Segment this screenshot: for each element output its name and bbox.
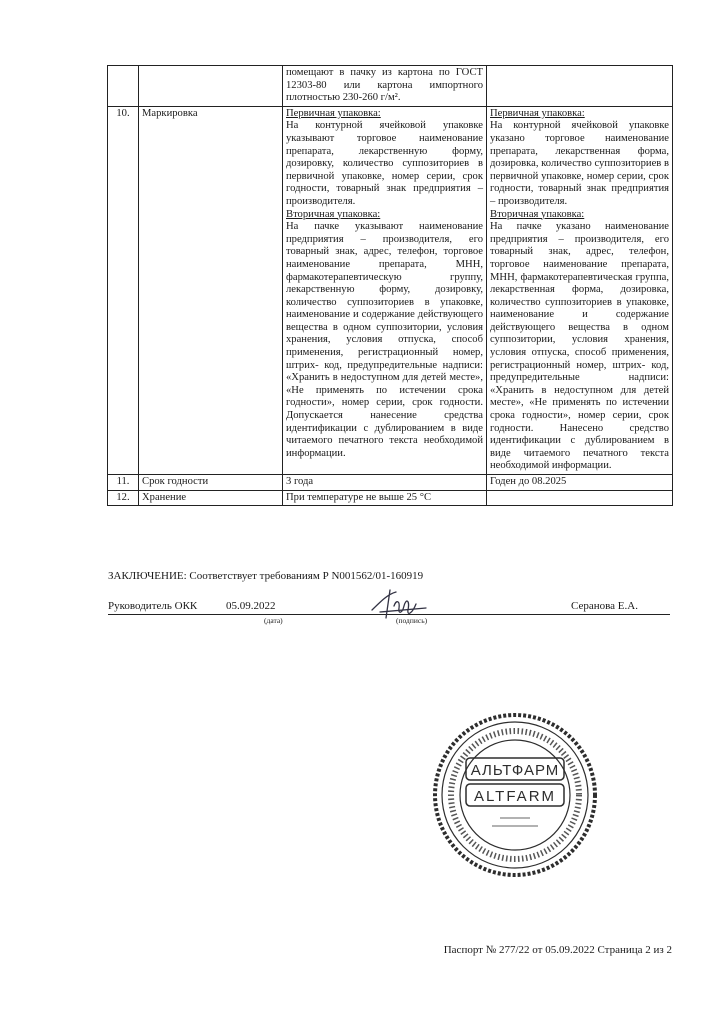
secondary-packaging-heading: Вторичная упаковка: <box>490 208 585 220</box>
cell-name <box>139 66 283 107</box>
signature-caption: (подпись) <box>396 616 428 625</box>
cell-name: Срок годности <box>139 475 283 491</box>
cell-result <box>487 490 673 506</box>
secondary-packaging-text: На пачке указывают наименование предприятия – производителя, его товарный знак, адрес, телефон, торговое наименование препарата, МНН, фармакотерапевтическую группу, лекарственную форму, дозировку, количество суппозиториев в упаковке, наименование и содержание действующего вещества в одном суппозитории, условия хранения, условия отпуска, способ применения, регистрационный номер, штрих- код, предупредительные надписи: «Хранить в недоступном для детей месте», «Не применять по истечении срока годности», номер серии, срок годности. Допускается нанесение средства идентификации с дублированием в виде читаемого печатного текста необходимой информации. <box>286 221 483 459</box>
cell-name: Маркировка <box>139 106 283 474</box>
stamp-text-ru: АЛЬТФАРМ <box>470 762 560 779</box>
cell-requirement <box>283 106 487 474</box>
cell-num: 10. <box>108 106 139 474</box>
date-caption: (дата) <box>264 616 283 625</box>
cell-name: Хранение <box>139 490 283 506</box>
cell-num <box>108 66 139 107</box>
specification-table <box>107 65 673 506</box>
position-title: Руководитель ОКК <box>108 600 198 612</box>
cell-requirement: помещают в пачку из картона по ГОСТ 12303-80 или картона импортного плотностью 230-260 г/м². <box>283 66 487 107</box>
table-row-marking <box>108 106 673 474</box>
table-row-continuation <box>108 66 673 107</box>
table-row-storage <box>108 490 673 506</box>
signature-date: 05.09.2022 <box>226 600 276 612</box>
secondary-packaging-heading: Вторичная упаковка: <box>286 208 381 220</box>
company-stamp <box>430 710 600 880</box>
secondary-packaging-text: На пачке указано наименование предприятия – производителя, его товарный знак, адрес, телефон, торговое наименование препарата, МНН, фармакотерапевтическая группа, лекарственная форма, дозировка, количество суппозиториев в упаковке, наименование и содержание действующего вещества в одном суппозитории, условия хранения, условия отпуска, способ применения, регистрационный номер, штрих- код, предупредительные надписи: «Хранить в недоступном для детей месте», «Не применять по истечении срока годности», номер серии, срок годности. Нанесено средство идентификации с дублированием в виде читаемого печатного текста необходимой информации. <box>490 221 669 472</box>
cell-result <box>487 66 673 107</box>
cell-requirement: При температуре не выше 25 °С <box>283 490 487 506</box>
cell-num: 11. <box>108 475 139 491</box>
cell-result <box>487 106 673 474</box>
primary-packaging-heading: Первичная упаковка: <box>490 107 585 119</box>
table-row-shelf-life <box>108 475 673 491</box>
primary-packaging-text: На контурной ячейковой упаковке указывают торговое наименование препарата, лекарственную форму, дозировку, количество суппозиториев в первичной упаковке, номер серии, срок годности, товарный знак предприятия – производителя. <box>286 120 483 207</box>
primary-packaging-heading: Первичная упаковка: <box>286 107 381 119</box>
primary-packaging-text: На контурной ячейковой упаковке указано торговое наименование препарата, лекарственная форма, дозировка, количество суппозиториев в первичной упаковке, номер серии, срок годности, товарный знак предприятия – производителя. <box>490 120 669 207</box>
cell-requirement: 3 года <box>283 475 487 491</box>
handwritten-signature <box>366 588 436 624</box>
stamp-text-en: ALTFARM <box>473 788 557 805</box>
cell-result: Годен до 08.2025 <box>487 475 673 491</box>
conclusion-text: ЗАКЛЮЧЕНИЕ: Соответствует требованиям Р N001562/01-160919 <box>108 570 424 582</box>
cell-num: 12. <box>108 490 139 506</box>
signer-name: Серанова Е.А. <box>571 600 638 612</box>
page-footer: Паспорт № 277/22 от 05.09.2022 Страница 2 из 2 <box>443 944 672 956</box>
